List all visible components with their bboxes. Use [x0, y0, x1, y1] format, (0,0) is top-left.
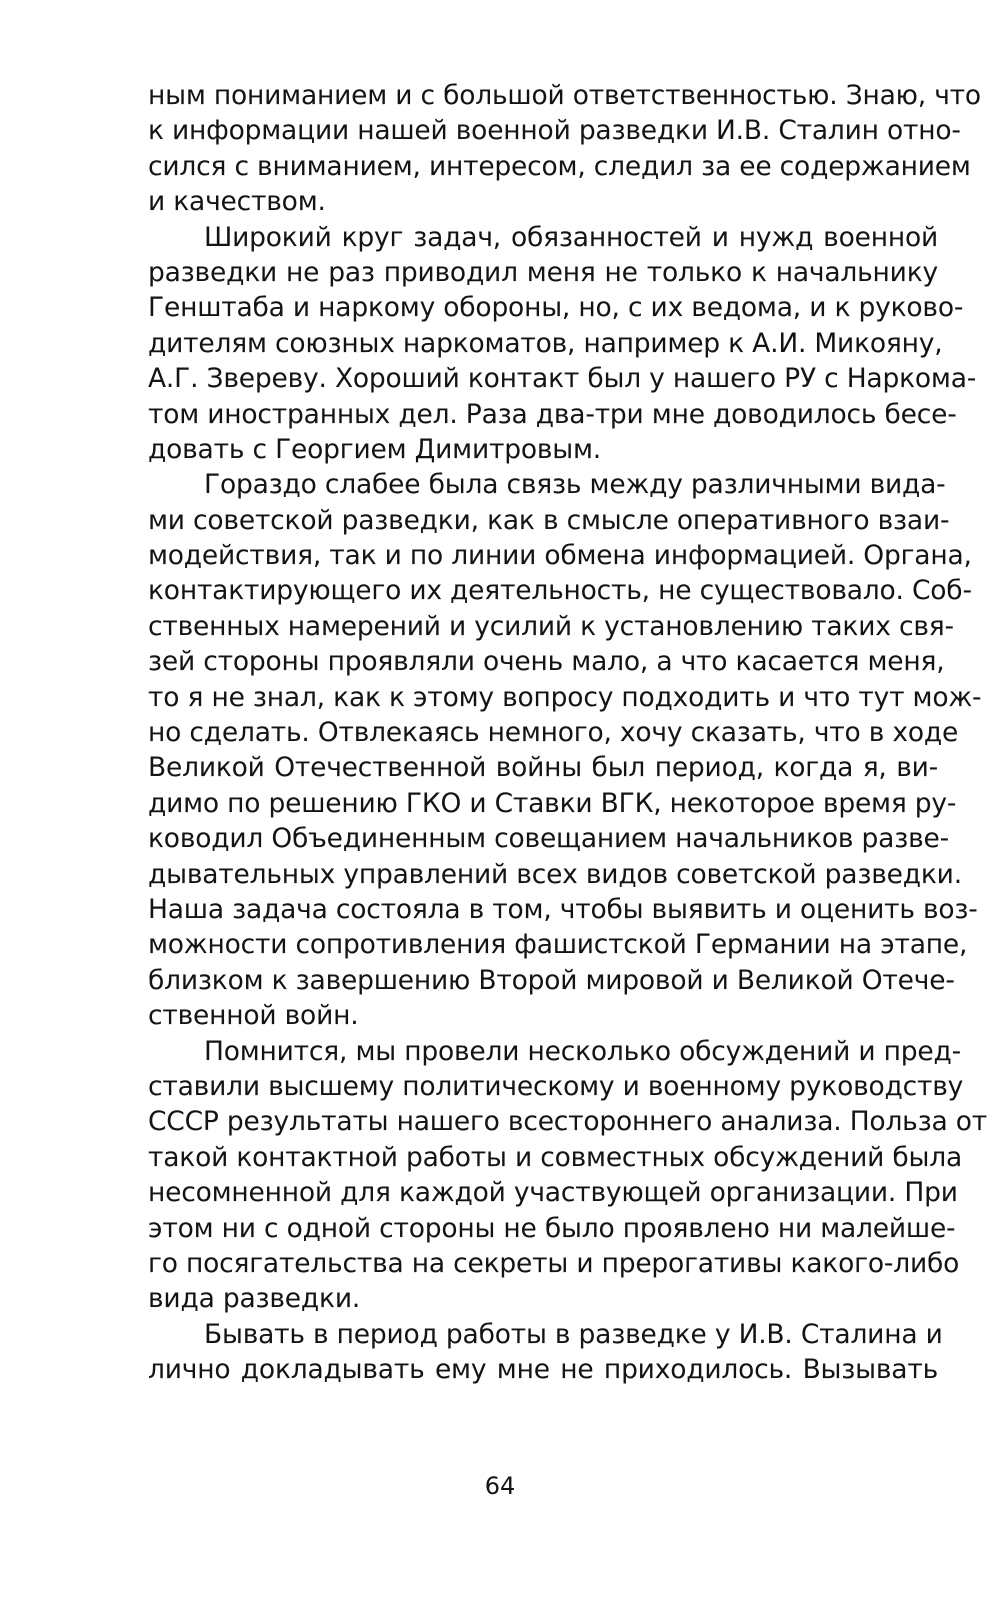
text-line: дителям союзных наркоматов, например к А.И. Микояну,: [148, 327, 943, 359]
text-line: и качеством.: [148, 186, 326, 218]
paragraph: [148, 467, 982, 1033]
text-line: ставили высшему политическому и военному руководству: [148, 1070, 964, 1102]
text-line: к информации нашей военной разведки И.В. Сталин отно-: [148, 115, 961, 147]
text-line: сился с вниманием, интересом, следил за ее содержанием: [148, 150, 971, 182]
text-line: том иностранных дел. Раза два-три мне доводилось бесе-: [148, 398, 957, 430]
paragraph: [148, 78, 981, 220]
text-line: но сделать. Отвлекаясь немного, хочу сказать, что в ходе: [148, 717, 959, 749]
paragraph: [148, 220, 977, 468]
text-line: модействия, так и по линии обмена информацией. Органа,: [148, 540, 972, 572]
text-line: довать с Георгием Димитровым.: [148, 433, 601, 465]
text-line: Широкий круг задач, обязанностей и нужд военной: [204, 221, 938, 253]
text-line: Наша задача состояла в том, чтобы выявить и оценить воз-: [148, 893, 978, 925]
text-line: Помнится, мы провели несколько обсуждений и пред-: [204, 1035, 961, 1067]
text-line: лично докладывать ему мне не приходилось. Вызывать: [148, 1354, 938, 1386]
text-line: го посягательства на секреты и прерогативы какого-либо: [148, 1247, 960, 1279]
text-line: ственных намерений и усилий к установлению таких свя-: [148, 610, 954, 642]
text-line: то я не знал, как к этому вопросу подходить и что тут мож-: [148, 681, 982, 713]
text-line: Гораздо слабее была связь между различными вида-: [204, 469, 946, 501]
text-line: Бывать в период работы в разведке у И.В. Сталина и: [204, 1318, 943, 1350]
page-number: 64: [484, 1472, 516, 1500]
page-body-text: [148, 78, 988, 1387]
text-line: вида разведки.: [148, 1283, 361, 1315]
text-line: такой контактной работы и совместных обсуждений была: [148, 1141, 963, 1173]
text-line: Великой Отечественной войны был период, когда я, ви-: [148, 752, 938, 784]
text-line: контактирующего их деятельность, не существовало. Соб-: [148, 575, 972, 607]
text-line: А.Г. Звереву. Хороший контакт был у нашего РУ с Наркома-: [148, 363, 977, 395]
text-line: ственной войн.: [148, 1000, 359, 1032]
text-line: дывательных управлений всех видов советской разведки.: [148, 858, 962, 890]
text-line: ководил Объединенным совещанием начальников разве-: [148, 823, 949, 855]
text-line: разведки не раз приводил меня не только к начальнику: [148, 256, 938, 288]
text-line: этом ни с одной стороны не было проявлено ни малейше-: [148, 1212, 956, 1244]
text-line: СССР результаты нашего всестороннего анализа. Польза от: [148, 1106, 988, 1138]
text-line: несомненной для каждой участвующей организации. При: [148, 1177, 958, 1209]
text-line: зей стороны проявляли очень мало, а что касается меня,: [148, 646, 945, 678]
text-line: можности сопротивления фашистской Германии на этапе,: [148, 929, 968, 961]
paragraph: [148, 1317, 943, 1388]
text-line: близком к завершению Второй мировой и Великой Отече-: [148, 964, 955, 996]
paragraph: [148, 1034, 988, 1317]
text-line: ми советской разведки, как в смысле оперативного взаи-: [148, 504, 950, 536]
text-line: ным пониманием и с большой ответственностью. Знаю, что: [148, 80, 981, 111]
text-line: Генштаба и наркому обороны, но, с их ведома, и к руково-: [148, 292, 964, 324]
text-line: димо по решению ГКО и Ставки ВГК, некоторое время ру-: [148, 787, 957, 819]
